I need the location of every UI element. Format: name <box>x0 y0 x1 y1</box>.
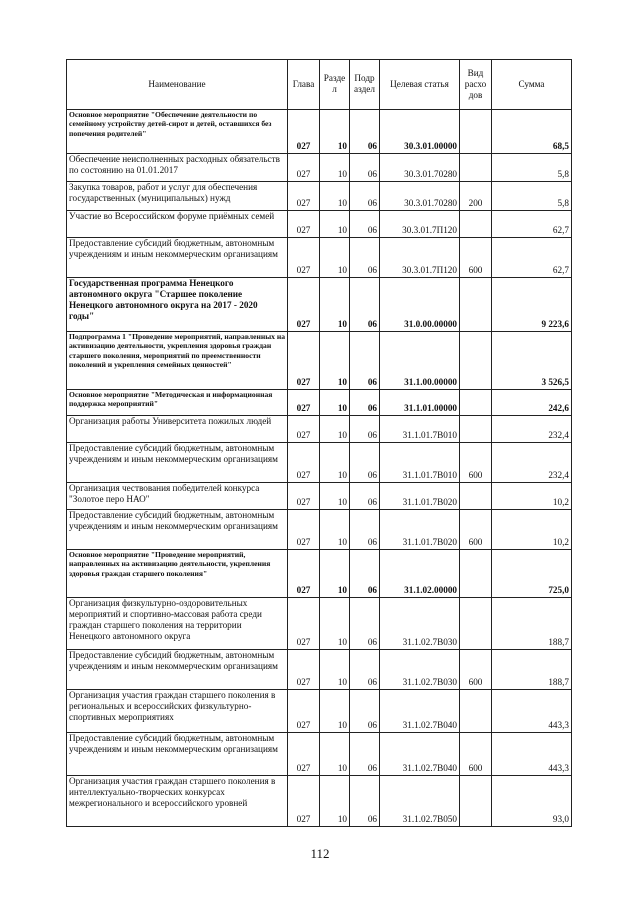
header-subsection: Подр аздел <box>350 60 380 110</box>
row-name: Организация участия граждан старшего поколения в региональных и всероссийских физкультурно-спортивных мероприятиях <box>67 690 288 733</box>
row-name: Основное мероприятие "Обеспечение деятельности по семейному устройству детей-сирот и детей, оставшихся без попечения родителей" <box>67 110 288 154</box>
row-name: Организация работы Университета пожилых людей <box>67 416 288 443</box>
row-amount: 188,7 <box>492 650 572 690</box>
table-row <box>67 483 572 510</box>
table-row <box>67 690 572 733</box>
row-target: 31.1.02.7В050 <box>380 776 460 827</box>
table-row <box>67 650 572 690</box>
row-expense-type <box>460 690 492 733</box>
row-chapter: 027 <box>288 443 320 483</box>
table-row <box>67 550 572 598</box>
row-expense-type <box>460 550 492 598</box>
table-header-row <box>67 60 572 110</box>
row-chapter: 027 <box>288 510 320 550</box>
header-expense-type: Вид расхо дов <box>460 60 492 110</box>
row-name: Предоставление субсидий бюджетным, автономным учреждениям и иным некоммерческим организациям <box>67 443 288 483</box>
row-section: 10 <box>320 110 350 154</box>
row-chapter: 027 <box>288 690 320 733</box>
row-subsection: 06 <box>350 776 380 827</box>
row-name: Участие во Всероссийском форуме приёмных семей <box>67 211 288 238</box>
row-target: 31.1.01.00000 <box>380 390 460 416</box>
header-chapter: Глава <box>288 60 320 110</box>
row-section: 10 <box>320 443 350 483</box>
row-name: Государственная программа Ненецкого автономного округа "Старшее поколение Ненецкого автономного округа на 2017 - 2020 годы" <box>67 278 288 332</box>
row-subsection: 06 <box>350 211 380 238</box>
row-target: 31.1.01.7В010 <box>380 443 460 483</box>
row-subsection: 06 <box>350 650 380 690</box>
row-section: 10 <box>320 776 350 827</box>
row-chapter: 027 <box>288 733 320 776</box>
row-chapter: 027 <box>288 550 320 598</box>
row-section: 10 <box>320 238 350 278</box>
row-name: Основное мероприятие "Методическая и информационная поддержка мероприятий" <box>67 390 288 416</box>
row-section: 10 <box>320 332 350 390</box>
row-section: 10 <box>320 650 350 690</box>
row-section: 10 <box>320 598 350 650</box>
table-row <box>67 776 572 827</box>
row-amount: 188,7 <box>492 598 572 650</box>
row-name: Предоставление субсидий бюджетным, автономным учреждениям и иным некоммерческим организациям <box>67 733 288 776</box>
row-amount: 3 526,5 <box>492 332 572 390</box>
row-amount: 5,8 <box>492 154 572 182</box>
page-number: 112 <box>310 846 330 861</box>
row-chapter: 027 <box>288 332 320 390</box>
row-chapter: 027 <box>288 598 320 650</box>
row-expense-type: 600 <box>460 510 492 550</box>
table-row <box>67 416 572 443</box>
row-target: 31.1.02.7В030 <box>380 650 460 690</box>
row-expense-type <box>460 154 492 182</box>
row-name: Предоставление субсидий бюджетным, автономным учреждениям и иным некоммерческим организациям <box>67 238 288 278</box>
row-amount: 443,3 <box>492 690 572 733</box>
table-row <box>67 443 572 483</box>
table-row <box>67 110 572 154</box>
row-subsection: 06 <box>350 110 380 154</box>
row-chapter: 027 <box>288 154 320 182</box>
row-expense-type <box>460 483 492 510</box>
row-target: 31.1.01.7В020 <box>380 483 460 510</box>
row-amount: 10,2 <box>492 483 572 510</box>
table-row <box>67 238 572 278</box>
row-subsection: 06 <box>350 690 380 733</box>
row-target: 31.1.02.7В030 <box>380 598 460 650</box>
row-expense-type <box>460 598 492 650</box>
row-amount: 93,0 <box>492 776 572 827</box>
row-subsection: 06 <box>350 238 380 278</box>
row-subsection: 06 <box>350 733 380 776</box>
row-amount: 10,2 <box>492 510 572 550</box>
row-section: 10 <box>320 390 350 416</box>
row-target: 30.3.01.00000 <box>380 110 460 154</box>
row-target: 30.3.01.7П120 <box>380 211 460 238</box>
row-expense-type <box>460 278 492 332</box>
row-section: 10 <box>320 211 350 238</box>
row-subsection: 06 <box>350 278 380 332</box>
row-expense-type <box>460 390 492 416</box>
row-section: 10 <box>320 182 350 211</box>
row-target: 31.1.02.7В040 <box>380 733 460 776</box>
row-section: 10 <box>320 278 350 332</box>
row-subsection: 06 <box>350 598 380 650</box>
row-section: 10 <box>320 733 350 776</box>
row-name: Предоставление субсидий бюджетным, автономным учреждениям и иным некоммерческим организациям <box>67 510 288 550</box>
row-amount: 62,7 <box>492 211 572 238</box>
row-name: Закупка товаров, работ и услуг для обеспечения государственных (муниципальных) нужд <box>67 182 288 211</box>
row-expense-type <box>460 776 492 827</box>
row-chapter: 027 <box>288 278 320 332</box>
row-name: Организация участия граждан старшего поколения в интеллектуально-творческих конкурсах межрегионального и всероссийского уровней <box>67 776 288 827</box>
row-amount: 232,4 <box>492 443 572 483</box>
table-row <box>67 598 572 650</box>
row-subsection: 06 <box>350 390 380 416</box>
row-subsection: 06 <box>350 443 380 483</box>
row-target: 31.1.00.00000 <box>380 332 460 390</box>
row-expense-type <box>460 211 492 238</box>
row-expense-type: 600 <box>460 238 492 278</box>
row-name: Подпрограмма 1 "Проведение мероприятий, направленных на активизацию деятельности, укрепления здоровья граждан старшего поколения, мероприятий по преемственности поколений и укрепления семейных ценностей" <box>67 332 288 390</box>
row-chapter: 027 <box>288 483 320 510</box>
row-chapter: 027 <box>288 650 320 690</box>
row-name: Организация чествования победителей конкурса "Золотое перо НАО" <box>67 483 288 510</box>
row-section: 10 <box>320 690 350 733</box>
row-subsection: 06 <box>350 510 380 550</box>
row-target: 30.3.01.70280 <box>380 154 460 182</box>
row-expense-type <box>460 416 492 443</box>
row-name: Предоставление субсидий бюджетным, автономным учреждениям и иным некоммерческим организациям <box>67 650 288 690</box>
row-subsection: 06 <box>350 416 380 443</box>
row-expense-type <box>460 110 492 154</box>
row-chapter: 027 <box>288 211 320 238</box>
table-row <box>67 733 572 776</box>
row-amount: 725,0 <box>492 550 572 598</box>
row-subsection: 06 <box>350 182 380 211</box>
row-amount: 68,5 <box>492 110 572 154</box>
table-row <box>67 390 572 416</box>
table-row <box>67 182 572 211</box>
row-name: Организация физкультурно-оздоровительных мероприятий и спортивно-массовая работа среди граждан старшего поколения на территории Ненецкого автономного округа <box>67 598 288 650</box>
row-target: 31.1.02.7В040 <box>380 690 460 733</box>
row-section: 10 <box>320 154 350 182</box>
table-row <box>67 332 572 390</box>
row-section: 10 <box>320 550 350 598</box>
row-chapter: 027 <box>288 390 320 416</box>
table-row <box>67 278 572 332</box>
row-expense-type <box>460 332 492 390</box>
row-expense-type: 600 <box>460 650 492 690</box>
row-chapter: 027 <box>288 238 320 278</box>
row-section: 10 <box>320 416 350 443</box>
row-chapter: 027 <box>288 416 320 443</box>
table-row <box>67 211 572 238</box>
row-amount: 242,6 <box>492 390 572 416</box>
header-name: Наименование <box>67 60 288 110</box>
row-target: 31.1.01.7В020 <box>380 510 460 550</box>
row-subsection: 06 <box>350 332 380 390</box>
row-target: 30.3.01.70280 <box>380 182 460 211</box>
row-name: Обеспечение неисполненных расходных обязательств по состоянию на 01.01.2017 <box>67 154 288 182</box>
budget-table <box>66 59 572 827</box>
table-row <box>67 154 572 182</box>
row-section: 10 <box>320 483 350 510</box>
row-expense-type: 600 <box>460 733 492 776</box>
row-chapter: 027 <box>288 110 320 154</box>
row-subsection: 06 <box>350 154 380 182</box>
row-amount: 5,8 <box>492 182 572 211</box>
header-section: Разде л <box>320 60 350 110</box>
header-target: Целевая статья <box>380 60 460 110</box>
row-amount: 443,3 <box>492 733 572 776</box>
row-amount: 232,4 <box>492 416 572 443</box>
row-target: 31.1.01.7В010 <box>380 416 460 443</box>
row-chapter: 027 <box>288 776 320 827</box>
row-target: 31.0.00.00000 <box>380 278 460 332</box>
row-name: Основное мероприятие "Проведение мероприятий, направленных на активизацию деятельности, укрепления здоровья граждан старшего поколения" <box>67 550 288 598</box>
table-row <box>67 510 572 550</box>
row-expense-type: 600 <box>460 443 492 483</box>
row-section: 10 <box>320 510 350 550</box>
row-target: 31.1.02.00000 <box>380 550 460 598</box>
row-chapter: 027 <box>288 182 320 211</box>
row-amount: 9 223,6 <box>492 278 572 332</box>
row-amount: 62,7 <box>492 238 572 278</box>
row-subsection: 06 <box>350 550 380 598</box>
row-expense-type: 200 <box>460 182 492 211</box>
row-subsection: 06 <box>350 483 380 510</box>
row-target: 30.3.01.7П120 <box>380 238 460 278</box>
header-amount: Сумма <box>492 60 572 110</box>
